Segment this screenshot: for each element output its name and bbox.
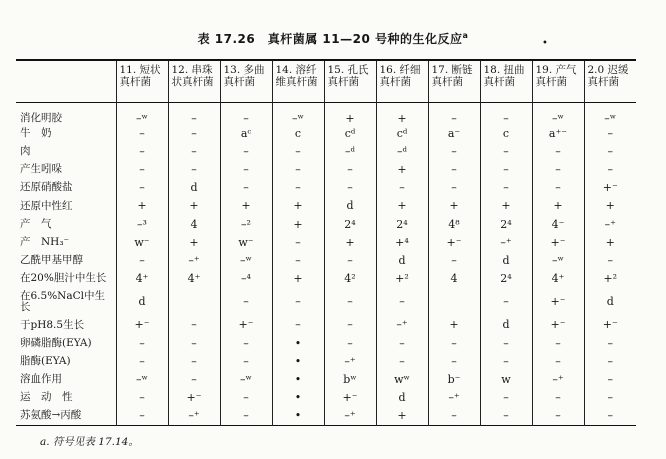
reaction-cell: – xyxy=(168,125,220,143)
reaction-cell: bʷ xyxy=(324,371,376,389)
biochemical-reactions-table xyxy=(16,59,636,426)
reaction-cell: –² xyxy=(220,216,272,234)
column-header: 17. 断链真杆菌 xyxy=(428,60,480,102)
row-label: 苏氨酸→丙酸 xyxy=(20,409,82,422)
reaction-cell: w xyxy=(480,371,532,389)
reaction-cell: +⁻ xyxy=(584,179,636,197)
column-header: 15. 孔氏真杆菌 xyxy=(324,60,376,102)
reaction-cell: – xyxy=(116,125,168,143)
reaction-cell: –⁺ xyxy=(532,371,584,389)
row-label: 乙酰甲基甲醇 xyxy=(20,254,83,267)
row-label: 脂酶(EYA) xyxy=(20,354,71,367)
reaction-cell: d xyxy=(480,252,532,270)
reaction-cell: –ᵈ xyxy=(376,143,428,161)
reaction-cell: – xyxy=(480,143,532,161)
reaction-cell: – xyxy=(532,334,584,352)
column-header: 14. 溶纤维真杆菌 xyxy=(272,60,324,102)
reaction-cell: + xyxy=(116,197,168,215)
reaction-cell: +⁻ xyxy=(324,389,376,407)
reaction-cell: – xyxy=(116,407,168,425)
reaction-cell: –⁺ xyxy=(480,234,532,252)
reaction-cell: – xyxy=(220,407,272,425)
reaction-cell: – xyxy=(376,288,428,316)
reaction-cell: +⁻ xyxy=(532,316,584,334)
table-row xyxy=(16,407,636,425)
reaction-cell: 2⁴ xyxy=(324,216,376,234)
column-header: 19. 产气真杆菌 xyxy=(532,60,584,102)
reaction-cell: + xyxy=(376,197,428,215)
reaction-cell: c xyxy=(480,125,532,143)
reaction-cell: – xyxy=(532,353,584,371)
table-row xyxy=(16,371,636,389)
reaction-cell: – xyxy=(220,102,272,125)
reaction-cell: • xyxy=(272,353,324,371)
reaction-cell: 4 xyxy=(168,216,220,234)
reaction-cell: + xyxy=(272,197,324,215)
reaction-cell: –⁺ xyxy=(428,389,480,407)
reaction-cell: + xyxy=(220,197,272,215)
reaction-cell: cᵈ xyxy=(376,125,428,143)
table-row xyxy=(16,216,636,234)
reaction-cell: d xyxy=(376,389,428,407)
row-label: 产 NH₃⁻ xyxy=(20,236,70,249)
reaction-cell xyxy=(168,288,220,316)
reaction-cell: 2⁴ xyxy=(480,270,532,288)
reaction-cell: + xyxy=(480,197,532,215)
reaction-cell: – xyxy=(532,389,584,407)
reaction-cell: w⁻ xyxy=(220,234,272,252)
reaction-cell: c xyxy=(272,125,324,143)
scan-dot: • xyxy=(542,38,548,49)
reaction-cell: +⁻ xyxy=(428,234,480,252)
reaction-cell: –ʷ xyxy=(220,252,272,270)
reaction-cell: – xyxy=(116,252,168,270)
reaction-cell: –ʷ xyxy=(116,102,168,125)
column-header: 16. 纤细真杆菌 xyxy=(376,60,428,102)
reaction-cell: – xyxy=(480,389,532,407)
reaction-cell: b⁻ xyxy=(428,371,480,389)
reaction-cell: wʷ xyxy=(376,371,428,389)
reaction-cell: – xyxy=(584,371,636,389)
reaction-cell: +⁴ xyxy=(376,234,428,252)
reaction-cell: – xyxy=(168,143,220,161)
reaction-cell: +² xyxy=(376,270,428,288)
reaction-cell: –ʷ xyxy=(116,371,168,389)
reaction-cell: –ʷ xyxy=(584,102,636,125)
reaction-cell: – xyxy=(480,334,532,352)
table-row xyxy=(16,389,636,407)
reaction-cell: –⁺ xyxy=(168,252,220,270)
reaction-cell: –ʷ xyxy=(532,102,584,125)
reaction-cell: – xyxy=(480,288,532,316)
reaction-cell: d xyxy=(584,288,636,316)
reaction-cell: + xyxy=(376,161,428,179)
title-footnote-marker: a xyxy=(462,31,469,40)
reaction-cell: – xyxy=(480,102,532,125)
reaction-cell: –⁺ xyxy=(324,407,376,425)
reaction-cell: 2⁴ xyxy=(480,216,532,234)
reaction-cell: –ᵈ xyxy=(324,143,376,161)
reaction-cell: +⁻ xyxy=(532,234,584,252)
table-row xyxy=(16,143,636,161)
reaction-cell: – xyxy=(220,334,272,352)
reaction-cell: – xyxy=(584,143,636,161)
reaction-cell: – xyxy=(376,334,428,352)
column-header: 11. 短状真杆菌 xyxy=(116,60,168,102)
reaction-cell: + xyxy=(272,270,324,288)
reaction-cell: – xyxy=(376,353,428,371)
reaction-cell: – xyxy=(584,353,636,371)
row-label: 产 气 xyxy=(20,217,52,230)
row-label: 运 动 性 xyxy=(20,391,73,404)
table-row xyxy=(16,125,636,143)
table-row xyxy=(16,270,636,288)
reaction-cell: – xyxy=(532,179,584,197)
reaction-cell: 4⁺ xyxy=(116,270,168,288)
reaction-cell: + xyxy=(272,216,324,234)
reaction-cell: + xyxy=(168,234,220,252)
row-label: 在6.5%NaCl中生长 xyxy=(20,289,106,314)
reaction-cell: + xyxy=(324,102,376,125)
row-label: 于pH8.5生长 xyxy=(20,318,85,331)
reaction-cell: – xyxy=(584,161,636,179)
reaction-cell: – xyxy=(532,143,584,161)
reaction-cell: – xyxy=(116,161,168,179)
reaction-cell: – xyxy=(480,353,532,371)
reaction-cell: –⁺ xyxy=(584,216,636,234)
table-row xyxy=(16,334,636,352)
table-row xyxy=(16,316,636,334)
row-label: 牛 奶 xyxy=(20,126,52,139)
reaction-cell: + xyxy=(168,197,220,215)
reaction-cell: – xyxy=(584,334,636,352)
reaction-cell: – xyxy=(324,161,376,179)
reaction-cell: – xyxy=(428,143,480,161)
table-row xyxy=(16,179,636,197)
reaction-cell: –³ xyxy=(116,216,168,234)
reaction-cell: – xyxy=(428,161,480,179)
reaction-cell: – xyxy=(220,288,272,316)
reaction-cell: – xyxy=(168,102,220,125)
reaction-cell: +⁻ xyxy=(116,316,168,334)
table-row xyxy=(16,353,636,371)
reaction-cell: + xyxy=(376,102,428,125)
column-header: 12. 串珠状真杆菌 xyxy=(168,60,220,102)
reaction-cell: • xyxy=(272,371,324,389)
reaction-cell: – xyxy=(220,353,272,371)
reaction-cell: – xyxy=(532,407,584,425)
reaction-cell: –ʷ xyxy=(272,102,324,125)
reaction-cell: – xyxy=(168,353,220,371)
table-row xyxy=(16,288,636,316)
row-label: 溶血作用 xyxy=(20,373,62,386)
reaction-cell: a⁺⁻ xyxy=(532,125,584,143)
column-header: 2.0 迟缓真杆菌 xyxy=(584,60,636,102)
reaction-cell: a⁻ xyxy=(428,125,480,143)
row-label: 产生吲哚 xyxy=(20,163,62,176)
reaction-cell: –⁺ xyxy=(168,407,220,425)
reaction-cell: + xyxy=(532,197,584,215)
reaction-cell: aᶜ xyxy=(220,125,272,143)
reaction-cell: + xyxy=(428,197,480,215)
table-title xyxy=(0,30,666,47)
reaction-cell: – xyxy=(168,161,220,179)
reaction-cell: – xyxy=(584,389,636,407)
footnote: a. 符号见表 17.14。 xyxy=(40,436,139,448)
reaction-cell: +⁻ xyxy=(584,316,636,334)
reaction-cell: – xyxy=(324,334,376,352)
reaction-cell: – xyxy=(324,288,376,316)
table-row xyxy=(16,252,636,270)
reaction-cell: – xyxy=(428,407,480,425)
reaction-cell: – xyxy=(428,353,480,371)
reaction-cell: – xyxy=(324,316,376,334)
reaction-cell: +⁻ xyxy=(532,288,584,316)
reaction-cell: 4⁸ xyxy=(428,216,480,234)
reaction-cell: d xyxy=(324,197,376,215)
row-label: 卵磷脂酶(EYA) xyxy=(20,336,92,349)
reaction-cell: – xyxy=(272,179,324,197)
reaction-cell: 4² xyxy=(324,270,376,288)
row-label: 还原中性红 xyxy=(20,199,73,212)
reaction-cell: – xyxy=(168,316,220,334)
reaction-cell: –⁴ xyxy=(220,270,272,288)
reaction-cell: • xyxy=(272,334,324,352)
row-label: 消化明胶 xyxy=(20,111,62,124)
reaction-cell: –ʷ xyxy=(220,371,272,389)
reaction-cell: + xyxy=(324,234,376,252)
reaction-cell: +² xyxy=(584,270,636,288)
reaction-cell xyxy=(428,288,480,316)
reaction-cell: – xyxy=(480,407,532,425)
reaction-cell: – xyxy=(272,234,324,252)
reaction-cell: – xyxy=(428,252,480,270)
reaction-cell: 4⁺ xyxy=(532,270,584,288)
row-label: 在20%胆汁中生长 xyxy=(20,272,107,285)
reaction-cell: 4⁺ xyxy=(168,270,220,288)
reaction-cell: – xyxy=(272,316,324,334)
reaction-cell: d xyxy=(376,252,428,270)
table-row xyxy=(16,234,636,252)
reaction-cell: – xyxy=(220,179,272,197)
reaction-cell: – xyxy=(116,334,168,352)
reaction-cell: –⁺ xyxy=(324,353,376,371)
table-row xyxy=(16,102,636,125)
reaction-cell: – xyxy=(116,389,168,407)
reaction-cell: – xyxy=(480,161,532,179)
reaction-cell: cᵈ xyxy=(324,125,376,143)
reaction-cell: +⁻ xyxy=(220,316,272,334)
row-label: 肉 xyxy=(20,145,31,158)
reaction-cell: 4 xyxy=(428,270,480,288)
table-row xyxy=(16,161,636,179)
reaction-cell: – xyxy=(272,252,324,270)
reaction-cell: – xyxy=(272,288,324,316)
reaction-cell: + xyxy=(584,197,636,215)
reaction-cell: – xyxy=(116,143,168,161)
reaction-cell: – xyxy=(480,179,532,197)
reaction-cell: – xyxy=(428,102,480,125)
reaction-cell: • xyxy=(272,389,324,407)
table-title-text: 表 17.26 真杆菌属 11—20 号种的生化反应 xyxy=(197,32,463,46)
reaction-cell: – xyxy=(220,389,272,407)
reaction-cell: w⁻ xyxy=(116,234,168,252)
reaction-cell: d xyxy=(116,288,168,316)
reaction-cell: – xyxy=(324,252,376,270)
column-header: 18. 扭曲真杆菌 xyxy=(480,60,532,102)
reaction-cell: – xyxy=(584,407,636,425)
reaction-cell: –ʷ xyxy=(532,252,584,270)
reaction-cell: • xyxy=(272,407,324,425)
reaction-cell: – xyxy=(428,334,480,352)
reaction-cell: –⁺ xyxy=(376,316,428,334)
reaction-cell: – xyxy=(584,125,636,143)
reaction-cell: – xyxy=(376,179,428,197)
reaction-cell: – xyxy=(532,161,584,179)
table-header-row xyxy=(16,60,636,102)
reaction-cell: – xyxy=(272,161,324,179)
reaction-cell: d xyxy=(480,316,532,334)
header-corner-cell xyxy=(16,60,116,102)
reaction-cell: – xyxy=(428,179,480,197)
reaction-cell: + xyxy=(428,316,480,334)
reaction-cell: 4⁻ xyxy=(532,216,584,234)
reaction-cell: – xyxy=(116,353,168,371)
reaction-cell: – xyxy=(168,334,220,352)
reaction-cell: +⁻ xyxy=(168,389,220,407)
reaction-cell: + xyxy=(376,407,428,425)
reaction-cell: – xyxy=(272,143,324,161)
reaction-cell: – xyxy=(324,179,376,197)
table-body xyxy=(16,102,636,425)
reaction-cell: – xyxy=(584,252,636,270)
reaction-cell: – xyxy=(220,143,272,161)
reaction-cell: + xyxy=(584,234,636,252)
reaction-cell: – xyxy=(116,179,168,197)
reaction-cell: – xyxy=(220,161,272,179)
reaction-cell: – xyxy=(168,371,220,389)
table-row xyxy=(16,197,636,215)
reaction-cell: d xyxy=(168,179,220,197)
column-header: 13. 多曲真杆菌 xyxy=(220,60,272,102)
row-label: 还原硝酸盐 xyxy=(20,181,73,194)
reaction-cell: 2⁴ xyxy=(376,216,428,234)
